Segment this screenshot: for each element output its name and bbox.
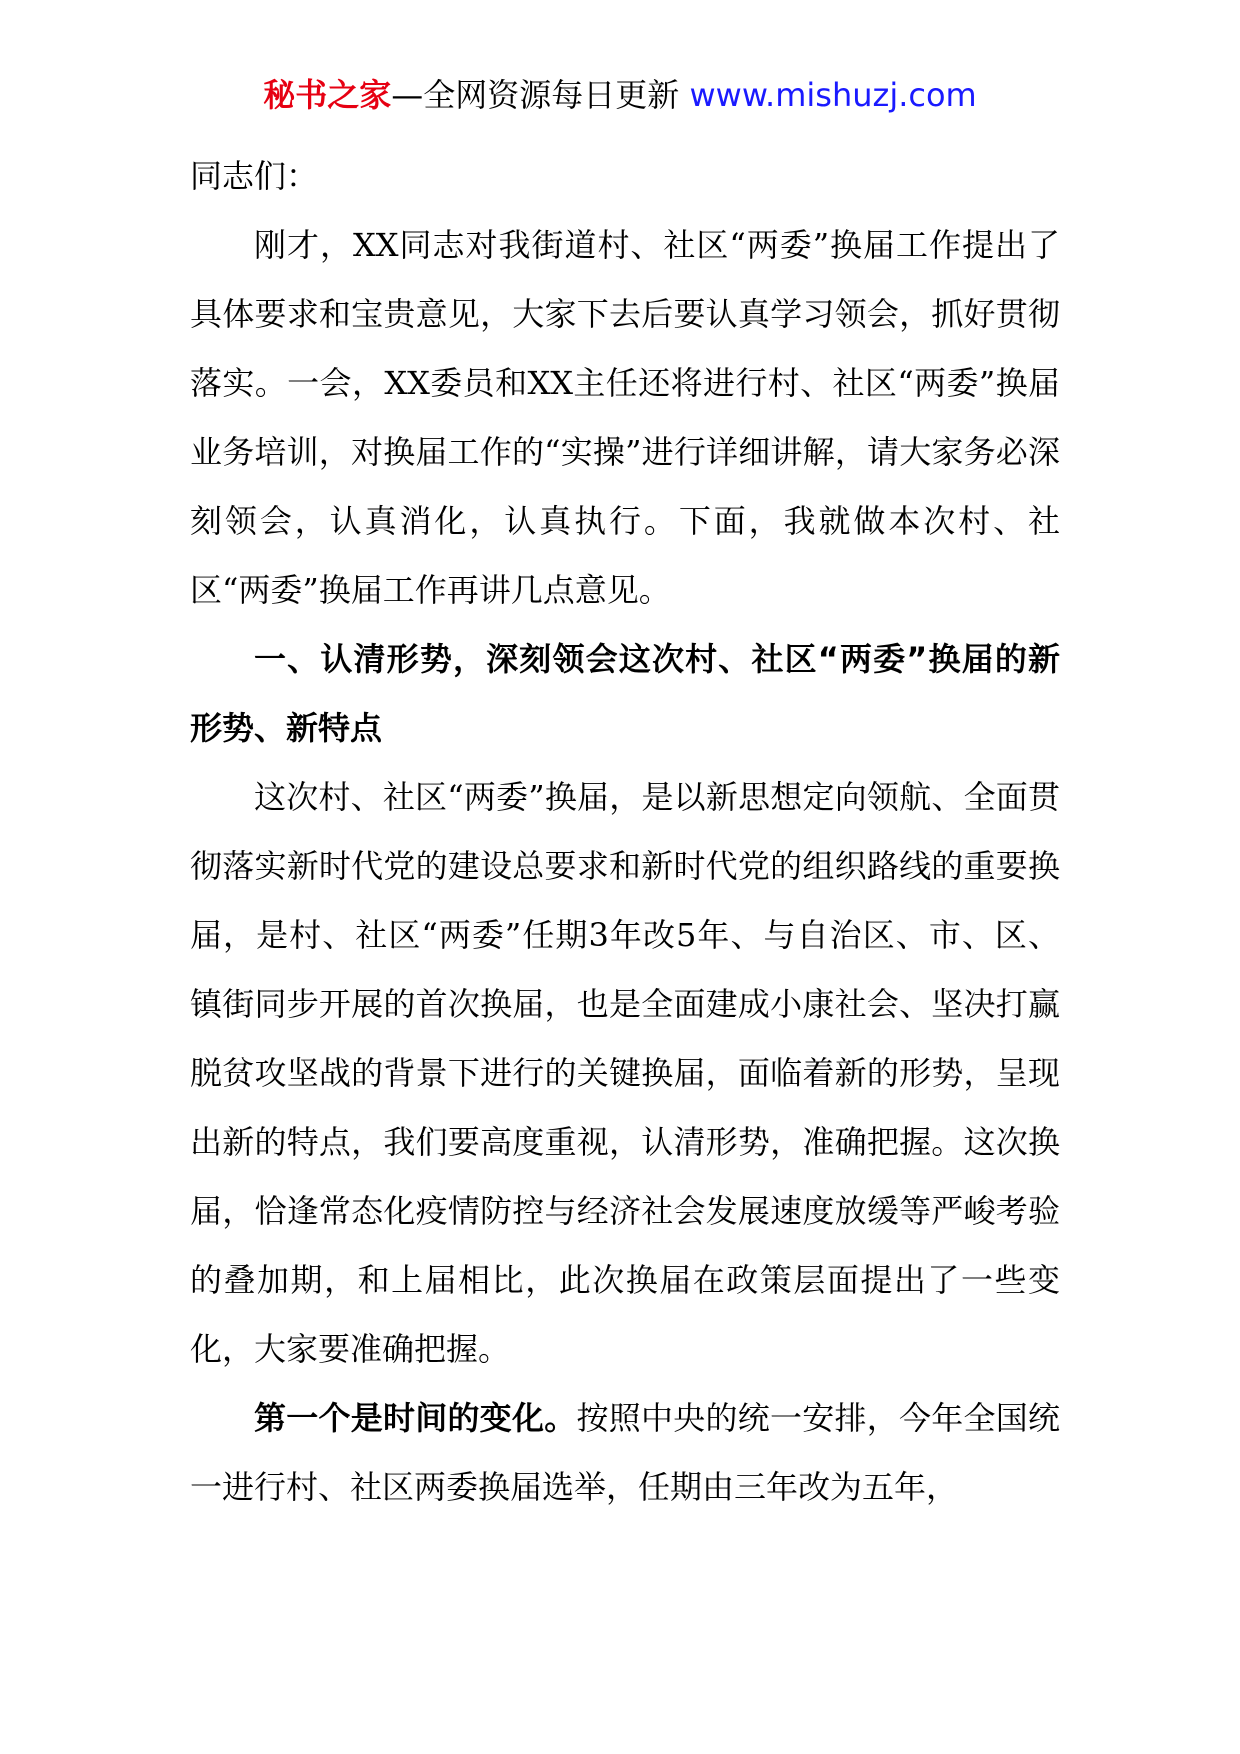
paragraph-2: 这次村、社区“两委”换届，是以新思想定向领航、全面贯彻落实新时代党的建设总要求和新时代党的组织路线的重要换届，是村、社区“两委”任期3年改5年、与自治区、市、区、镇街同步开展的首次换届，也是全面建成小康社会、坚决打赢脱贫攻坚战的背景下进行的关键换届，面临着新的形势，呈现出新的特点，我们要高度重视，认清形势，准确把握。这次换届，恰逢常态化疫情防控与经济社会发展速度放缓等严峻考验的叠加期，和上届相比，此次换届在政策层面提出了一些变化，大家要准确把握。 bbox=[190, 778, 1060, 1368]
header-tagline: —全网资源每日更新 bbox=[391, 76, 690, 114]
header-brand: 秘书之家 bbox=[263, 76, 392, 114]
paragraph-3-lead: 第一个是时间的变化。 bbox=[254, 1399, 577, 1437]
paragraph-1: 刚才，XX同志对我街道村、社区“两委”换届工作提出了具体要求和宝贵意见，大家下去后要认真学习领会，抓好贯彻落实。一会，XX委员和XX主任还将进行村、社区“两委”换届业务培训，对换届工作的“实操”进行详细讲解，请大家务必深刻领会，认真消化，认真执行。下面，我就做本次村、社区“两委”换届工作再讲几点意见。 bbox=[190, 226, 1060, 609]
section-heading-1: 一、认清形势，深刻领会这次村、社区“两委”换届的新形势、新特点 bbox=[190, 640, 1060, 747]
paragraph-3-text: 按照中央的统一安排，今年全国统一进行村、社区两委换届选举，任期由三年改为五年， bbox=[190, 1399, 1060, 1506]
document-body bbox=[190, 142, 1060, 1522]
page-header bbox=[0, 70, 1240, 120]
salutation: 同志们： bbox=[190, 157, 319, 195]
header-url-link[interactable]: www.mishuzj.com bbox=[689, 76, 977, 114]
paragraph-3 bbox=[190, 1384, 1060, 1522]
